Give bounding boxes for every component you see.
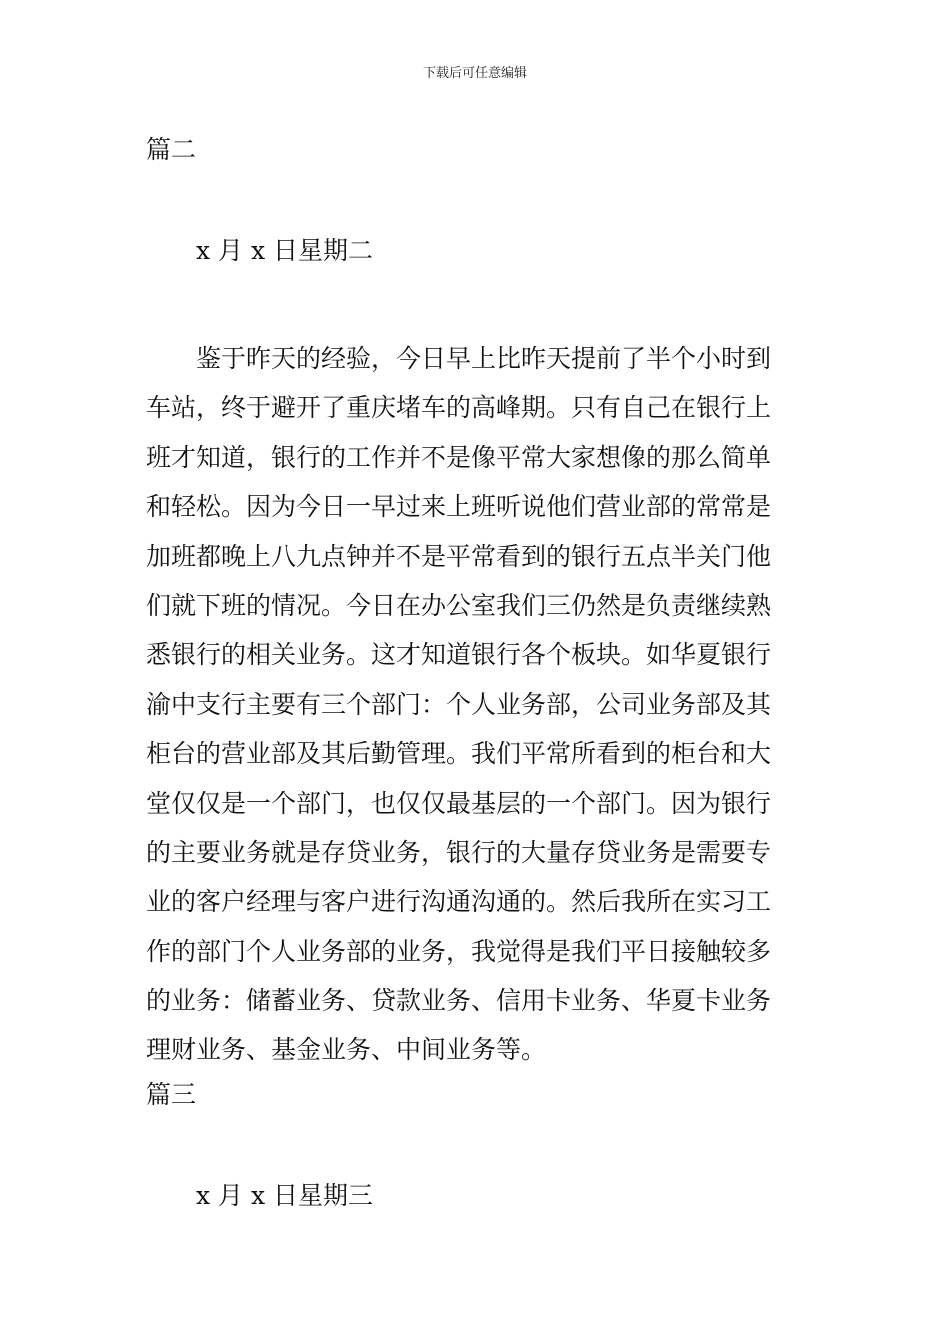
body-line: 渝中支行主要有三个部门：个人业务部，公司业务部及其 <box>146 689 772 719</box>
body-line: 作的部门个人业务部的业务，我觉得是我们平日接触较多 <box>146 936 772 966</box>
body-line: 鉴于昨天的经验，今日早上比昨天提前了半个小时到 <box>196 344 772 373</box>
section-title-3: 篇三 <box>146 1080 197 1109</box>
body-line: 的业务：储蓄业务、贷款业务、信用卡业务、华夏卡业务 <box>146 986 772 1016</box>
diary-date-2: x 月 x 日星期二 <box>196 236 374 265</box>
page-header-note: 下载后可任意编辑 <box>422 66 527 81</box>
diary-date-3: x 月 x 日星期三 <box>196 1181 374 1210</box>
body-line: 和轻松。因为今日一早过来上班听说他们营业部的常常是 <box>146 492 772 522</box>
body-line: 理财业务、基金业务、中间业务等。 <box>146 1035 547 1065</box>
body-line: 业的客户经理与客户进行沟通沟通的。然后我所在实习工 <box>146 887 772 917</box>
section-title-2: 篇二 <box>146 135 197 164</box>
body-line: 悉银行的相关业务。这才知道银行各个板块。如华夏银行 <box>146 640 772 670</box>
body-line: 堂仅仅是一个部门，也仅仅最基层的一个部门。因为银行 <box>146 788 772 818</box>
diary-body-2 <box>146 334 812 1075</box>
body-line: 加班都晚上八九点钟并不是平常看到的银行五点半关门他 <box>146 541 772 571</box>
body-line: 车站，终于避开了重庆堵车的高峰期。只有自己在银行上 <box>146 393 772 423</box>
body-line: 们就下班的情况。今日在办公室我们三仍然是负责继续熟 <box>146 590 772 620</box>
body-line: 班才知道，银行的工作并不是像平常大家想像的那么简单 <box>146 442 772 472</box>
body-line: 柜台的营业部及其后勤管理。我们平常所看到的柜台和大 <box>146 739 772 769</box>
body-line: 的主要业务就是存贷业务，银行的大量存贷业务是需要专 <box>146 837 772 867</box>
